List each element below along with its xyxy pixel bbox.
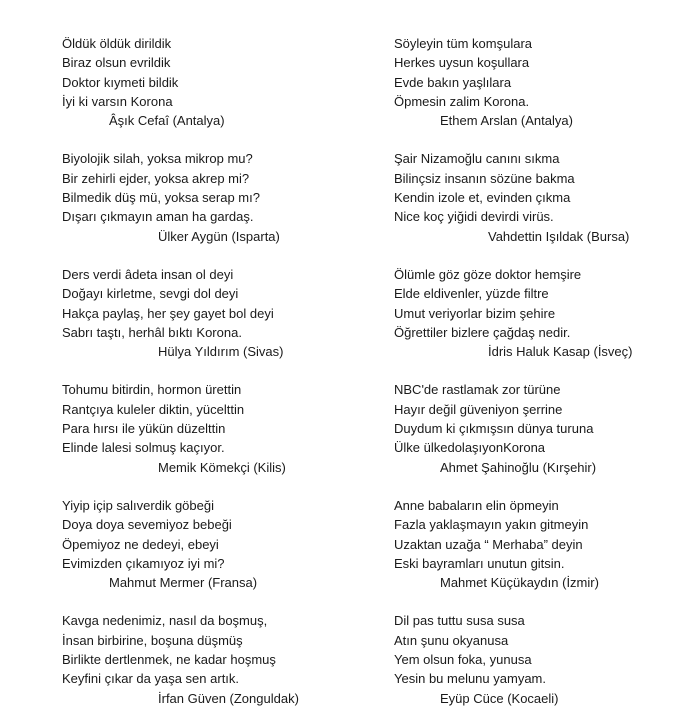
poem-line: Hakça paylaş, her şey gayet bol deyi (62, 305, 274, 321)
poem-line: Öldük öldük dirildik (62, 36, 172, 51)
stanza (62, 34, 362, 130)
poem-line: Keyfini çıkar da yaşa sen artık. (62, 671, 240, 687)
poem-author: Memik Kömekçi (Kilis) (158, 459, 286, 475)
poem-author: Ahmet Şahinoğlu (Kırşehir) (440, 459, 597, 475)
poem-line: İyi ki varsın Korona (62, 93, 173, 109)
poem-line: Ölümle göz göze doktor hemşire (394, 266, 582, 282)
poem-line: Evimizden çıkamıyoz iyi mi? (62, 555, 225, 571)
poem-line: Elinde lalesi solmuş kaçıyor. (62, 440, 225, 456)
poem-line: Atın şunu okyanusa (394, 632, 509, 648)
poem-line: Biyolojik silah, yoksa mikrop mu? (62, 151, 253, 167)
poem-line: Birlikte dertlenmek, ne kadar hoşmuş (62, 652, 276, 668)
poem-line: Tohumu bitirdin, hormon ürettin (62, 382, 242, 398)
poem-line: Doya doya sevemiyoz bebeği (62, 517, 232, 533)
poem-line: Kendin izole et, evinden çıkma (394, 190, 571, 206)
poem-line: Nice koç yiğidi devirdi virüs. (394, 209, 554, 225)
stanza (62, 380, 362, 476)
poem-line: Bilinçsiz insanın sözüne bakma (394, 170, 575, 186)
poem-line: Dışarı çıkmayın aman ha gardaş. (62, 209, 254, 225)
poem-line: Yiyip içip salıverdik göbeği (62, 497, 214, 513)
poem-line: Söyleyin tüm komşulara (394, 36, 532, 51)
poem-line: Doğayı kirletme, sevgi dol deyi (62, 286, 239, 302)
poem-line: Şair Nizamoğlu canını sıkma (394, 151, 560, 167)
poem-line: Para hırsı ile yükün düzelttin (62, 421, 226, 437)
poem-line: Dil pas tuttu susa susa (394, 613, 525, 629)
poem-line: Rantçıya kuleler diktin, yücelttin (62, 401, 245, 417)
poem-line: Bir zehirli ejder, yoksa akrep mi? (62, 170, 250, 186)
stanza (394, 34, 679, 130)
poem-line: Eski bayramları unutun gitsin. (394, 555, 565, 571)
poem-author: Âşık Cefaî (Antalya) (109, 113, 225, 129)
poem-line: Yesin bu melunu yamyam. (394, 671, 546, 687)
poem-line: Sabrı taştı, herhâl bıktı Korona. (62, 324, 242, 340)
poem-author: İdris Haluk Kasap (İsveç) (488, 344, 633, 360)
stanza (394, 611, 679, 707)
poem-line: Hayır değil güveniyon şerrine (394, 401, 563, 417)
poem-line: Bilmedik düş mü, yoksa serap mı? (62, 190, 260, 206)
poem-line: Öğrettiler bizlere çağdaş nedir. (394, 324, 571, 340)
right-column (394, 34, 679, 727)
poem-author: Mahmet Küçükaydın (İzmir) (440, 575, 599, 591)
stanza (62, 149, 362, 245)
poem-line: Elde eldivenler, yüzde filtre (394, 286, 549, 302)
poem-line: NBC'de rastlamak zor türüne (394, 382, 561, 398)
poem-author: Ülker Aygün (Isparta) (158, 228, 280, 244)
poem-line: İnsan birbirine, boşuna düşmüş (62, 632, 243, 648)
stanza (62, 496, 362, 592)
poem-line: Herkes uysun koşullara (394, 55, 530, 71)
poem-author: İrfan Güven (Zonguldak) (158, 690, 299, 706)
poem-line: Duydum ki çıkmışsın dünya turuna (394, 421, 594, 437)
poem-line: Yem olsun foka, yunusa (394, 652, 532, 668)
stanza (62, 265, 362, 361)
stanza (394, 265, 679, 361)
stanza (394, 496, 679, 592)
poem-line: Öpmesin zalim Korona. (394, 93, 530, 109)
poem-line: Ders verdi âdeta insan ol deyi (62, 266, 234, 282)
poem-author: Mahmut Mermer (Fransa) (109, 575, 258, 591)
poem-line: Öpemiyoz ne dedeyi, ebeyi (62, 536, 219, 552)
poem-author: Hülya Yıldırım (Sivas) (158, 344, 284, 360)
poem-author: Ethem Arslan (Antalya) (440, 113, 573, 129)
poem-line: Biraz olsun evrildik (62, 55, 171, 71)
poem-author: Vahdettin Işıldak (Bursa) (488, 228, 630, 244)
poem-line: Uzaktan uzağa “ Merhaba” deyin (394, 536, 583, 552)
poem-line: Anne babaların elin öpmeyin (394, 497, 559, 513)
poem-line: Kavga nedenimiz, nasıl da boşmuş, (62, 613, 268, 629)
stanza (62, 611, 362, 707)
poem-line: Umut veriyorlar bizim şehire (394, 305, 556, 321)
poem-line: Evde bakın yaşlılara (394, 74, 512, 90)
stanza (394, 149, 679, 245)
poem-line: Ülke ülkedolaşıyonKorona (394, 440, 546, 456)
poem-line: Fazla yaklaşmayın yakın gitmeyin (394, 517, 589, 533)
left-column (62, 34, 362, 727)
poem-author: Eyüp Cüce (Kocaeli) (440, 690, 559, 706)
poem-line: Doktor kıymeti bildik (62, 74, 179, 90)
stanza (394, 380, 679, 476)
